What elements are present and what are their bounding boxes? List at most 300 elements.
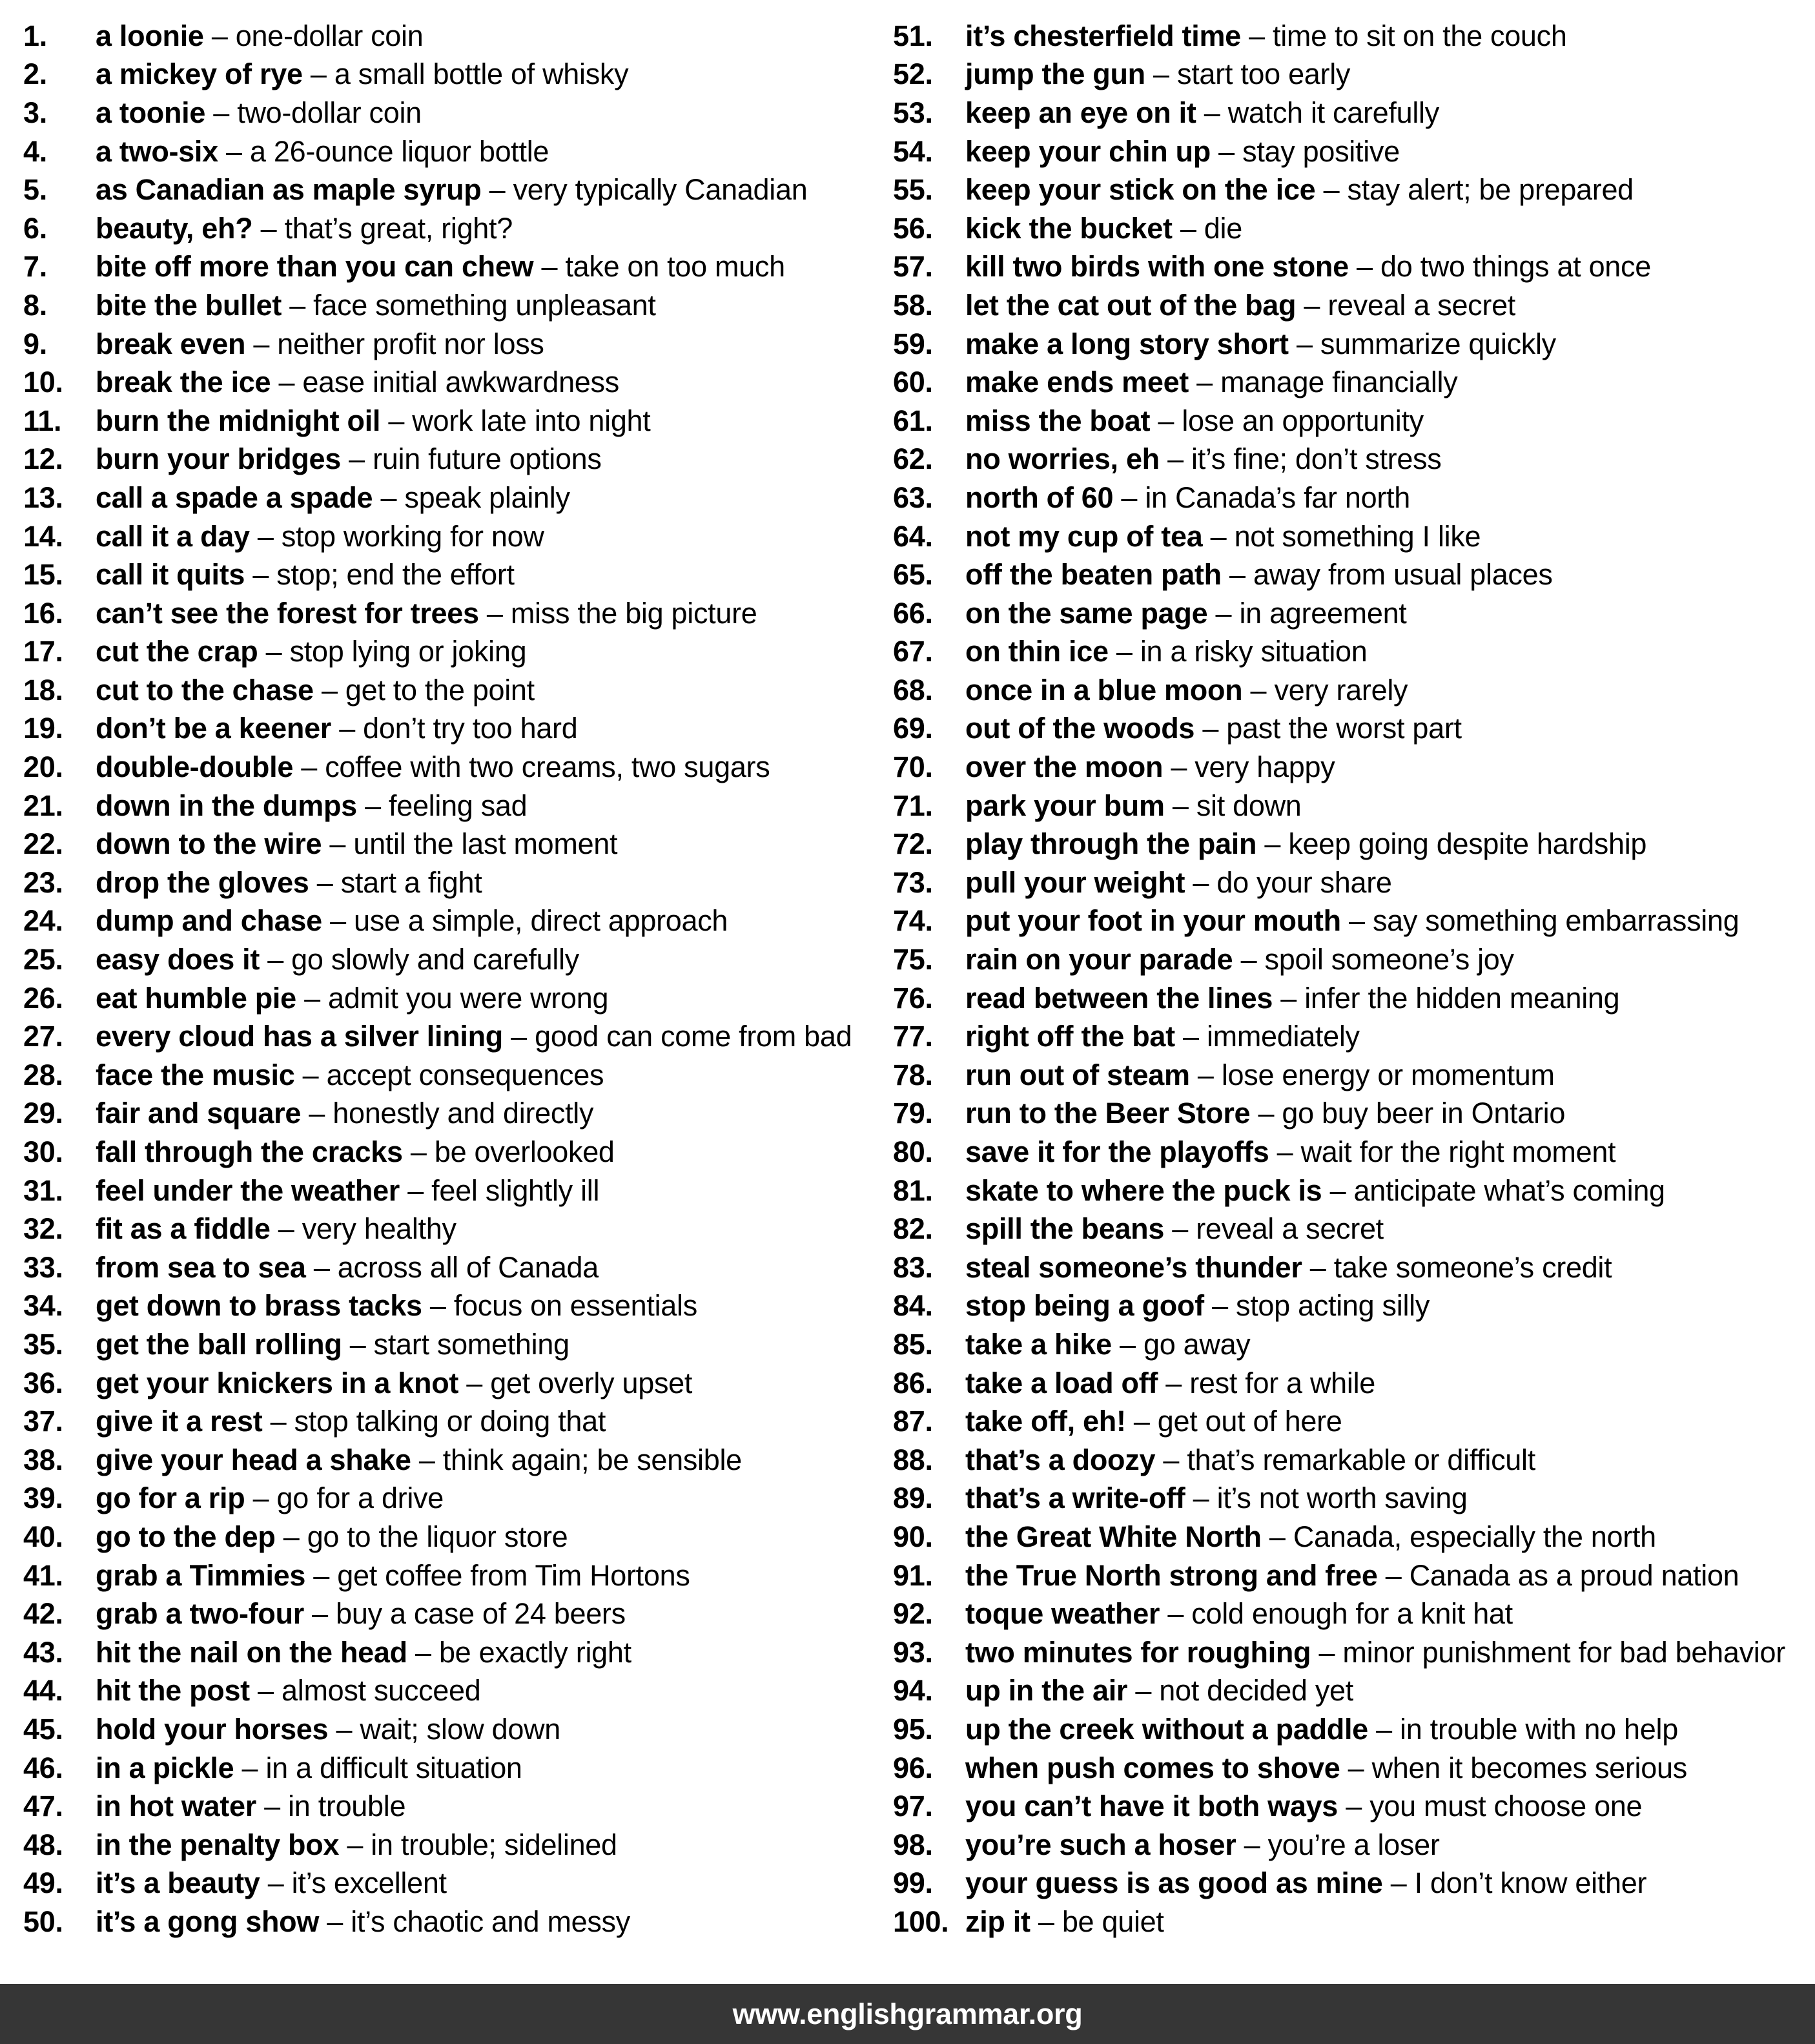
item-number: 37. xyxy=(23,1405,63,1438)
item-definition: summarize quickly xyxy=(1320,327,1556,360)
item-definition: neither profit nor loss xyxy=(277,327,544,360)
item-idiom: put your foot in your mouth xyxy=(965,904,1341,938)
item-definition: until the last moment xyxy=(353,827,618,861)
item-idiom: toque weather xyxy=(965,1597,1160,1631)
item-separator: – xyxy=(407,1635,439,1669)
list-item xyxy=(893,1287,1810,1326)
item-text xyxy=(96,943,885,976)
item-text xyxy=(96,1828,885,1862)
item-number: 52. xyxy=(893,57,933,91)
item-definition: be exactly right xyxy=(438,1635,631,1669)
list-item xyxy=(893,1095,1810,1133)
item-number: 26. xyxy=(23,981,63,1015)
item-text xyxy=(96,750,885,784)
item-definition: focus on essentials xyxy=(453,1289,697,1323)
list-item xyxy=(23,209,885,248)
item-definition: in trouble with no help xyxy=(1400,1712,1678,1746)
item-number: 67. xyxy=(893,635,933,668)
list-item xyxy=(23,1672,885,1711)
item-separator: – xyxy=(1195,712,1227,745)
item-text xyxy=(965,982,1810,1015)
item-idiom: face the music xyxy=(96,1058,295,1091)
item-idiom: dump and chase xyxy=(96,904,322,938)
item-text xyxy=(96,57,885,91)
item-text xyxy=(965,558,1810,592)
list-item xyxy=(893,56,1810,94)
item-idiom: spill the beans xyxy=(965,1212,1165,1246)
list-item xyxy=(23,1749,885,1788)
item-separator: – xyxy=(1269,1135,1301,1169)
list-item xyxy=(893,479,1810,517)
item-idiom: park your bum xyxy=(965,789,1165,822)
item-definition: very typically Canadian xyxy=(513,173,808,207)
item-definition: very healthy xyxy=(302,1212,456,1246)
item-separator: – xyxy=(301,1097,333,1130)
item-idiom: on the same page xyxy=(965,596,1208,630)
item-text xyxy=(96,1559,885,1593)
item-separator: – xyxy=(1150,404,1182,437)
item-idiom: in the penalty box xyxy=(96,1828,340,1861)
item-text xyxy=(96,1751,885,1785)
item-definition: immediately xyxy=(1206,1020,1360,1053)
item-text xyxy=(96,1367,885,1400)
item-number: 5. xyxy=(23,173,47,207)
list-item xyxy=(23,940,885,979)
item-number: 93. xyxy=(893,1635,933,1669)
item-number: 64. xyxy=(893,519,933,553)
item-separator: – xyxy=(1338,1790,1370,1823)
item-idiom: up in the air xyxy=(965,1674,1128,1708)
list-item xyxy=(893,363,1810,402)
item-text xyxy=(96,1713,885,1746)
item-definition: good can come from bad xyxy=(535,1020,852,1053)
item-number: 85. xyxy=(893,1327,933,1361)
item-text xyxy=(96,789,885,823)
list-item xyxy=(23,363,885,402)
item-text xyxy=(965,520,1810,553)
item-number: 98. xyxy=(893,1828,933,1861)
list-item xyxy=(893,1325,1810,1364)
list-item xyxy=(23,1210,885,1248)
list-item xyxy=(893,1441,1810,1480)
item-separator: – xyxy=(1204,1289,1236,1323)
item-separator: – xyxy=(1233,943,1265,976)
item-number: 94. xyxy=(893,1674,933,1708)
list-item xyxy=(23,1480,885,1518)
list-item xyxy=(23,787,885,825)
item-definition: wait for the right moment xyxy=(1300,1135,1616,1169)
item-number: 59. xyxy=(893,327,933,360)
item-idiom: no worries, eh xyxy=(965,442,1160,476)
item-separator: – xyxy=(1236,1828,1268,1861)
item-idiom: feel under the weather xyxy=(96,1173,400,1207)
item-separator: – xyxy=(502,1020,535,1053)
item-idiom: a toonie xyxy=(96,96,206,129)
item-number: 71. xyxy=(893,789,933,822)
item-number: 14. xyxy=(23,519,63,553)
item-text xyxy=(965,96,1810,130)
item-number: 36. xyxy=(23,1366,63,1399)
item-idiom: from sea to sea xyxy=(96,1250,306,1284)
item-separator: – xyxy=(1377,1558,1410,1592)
item-number: 58. xyxy=(893,288,933,322)
item-text xyxy=(96,1866,885,1900)
list-item xyxy=(23,902,885,941)
item-idiom: eat humble pie xyxy=(96,981,296,1015)
item-separator: – xyxy=(1113,480,1145,514)
item-idiom: down to the wire xyxy=(96,827,322,861)
list-item xyxy=(23,633,885,672)
item-text xyxy=(96,597,885,630)
item-number: 8. xyxy=(23,288,47,322)
item-separator: – xyxy=(313,673,345,707)
item-separator: – xyxy=(478,596,511,630)
item-text xyxy=(96,1097,885,1130)
item-number: 82. xyxy=(893,1212,933,1246)
item-text xyxy=(96,904,885,938)
item-text xyxy=(965,289,1810,322)
item-idiom: the Great White North xyxy=(965,1520,1262,1553)
list-item xyxy=(893,1672,1810,1711)
item-definition: that’s remarkable or difficult xyxy=(1187,1443,1535,1476)
item-definition: miss the big picture xyxy=(510,596,757,630)
item-definition: go for a drive xyxy=(276,1481,444,1515)
item-text xyxy=(96,1481,885,1515)
item-number: 28. xyxy=(23,1058,63,1091)
item-number: 66. xyxy=(893,596,933,630)
item-number: 63. xyxy=(893,480,933,514)
item-text xyxy=(965,404,1810,438)
item-definition: be overlooked xyxy=(434,1135,615,1169)
item-idiom: go to the dep xyxy=(96,1520,276,1553)
item-separator: – xyxy=(356,789,389,822)
item-idiom: in hot water xyxy=(96,1790,256,1823)
item-text xyxy=(965,866,1810,900)
list-item xyxy=(893,1017,1810,1056)
item-text xyxy=(96,1174,885,1208)
item-definition: get coffee from Tim Hortons xyxy=(337,1558,690,1592)
item-separator: – xyxy=(340,442,373,476)
item-separator: – xyxy=(1322,1173,1354,1207)
item-definition: go slowly and carefully xyxy=(291,943,579,976)
list-item xyxy=(893,1864,1810,1903)
item-idiom: it’s a gong show xyxy=(96,1905,320,1938)
item-idiom: steal someone’s thunder xyxy=(965,1250,1302,1284)
item-separator: – xyxy=(282,288,314,322)
item-number: 74. xyxy=(893,904,933,938)
item-text xyxy=(965,366,1810,399)
item-definition: stay alert; be prepared xyxy=(1347,173,1634,207)
item-text xyxy=(96,674,885,707)
item-idiom: make a long story short xyxy=(965,327,1289,360)
item-idiom: break the ice xyxy=(96,366,271,399)
list-item xyxy=(893,1210,1810,1248)
item-idiom: when push comes to shove xyxy=(965,1751,1340,1784)
item-text xyxy=(965,904,1810,938)
list-item xyxy=(23,17,885,56)
item-number: 19. xyxy=(23,712,63,745)
item-text xyxy=(96,712,885,745)
item-definition: stay positive xyxy=(1242,134,1400,168)
list-item xyxy=(893,17,1810,56)
item-number: 9. xyxy=(23,327,47,360)
item-idiom: hit the nail on the head xyxy=(96,1635,407,1669)
item-number: 42. xyxy=(23,1597,63,1631)
item-separator: – xyxy=(1164,1212,1196,1246)
item-definition: reveal a secret xyxy=(1196,1212,1384,1246)
item-separator: – xyxy=(481,173,513,207)
item-separator: – xyxy=(218,134,250,168)
item-separator: – xyxy=(1185,865,1217,899)
item-definition: use a simple, direct approach xyxy=(354,904,728,938)
item-definition: start too early xyxy=(1177,57,1351,91)
item-separator: – xyxy=(342,1327,374,1361)
item-number: 13. xyxy=(23,480,63,514)
item-separator: – xyxy=(1296,288,1328,322)
list-item xyxy=(23,1710,885,1749)
item-definition: feel slightly ill xyxy=(431,1173,600,1207)
item-idiom: as Canadian as maple syrup xyxy=(96,173,482,207)
item-separator: – xyxy=(1288,327,1320,360)
item-definition: face something unpleasant xyxy=(313,288,656,322)
item-definition: think again; be sensible xyxy=(442,1443,742,1476)
item-number: 89. xyxy=(893,1481,933,1515)
item-idiom: miss the boat xyxy=(965,404,1151,437)
item-definition: get out of here xyxy=(1157,1405,1342,1438)
item-definition: Canada as a proud nation xyxy=(1409,1558,1739,1592)
item-text xyxy=(96,1597,885,1631)
item-definition: not something I like xyxy=(1234,519,1481,553)
item-text xyxy=(96,327,885,361)
item-idiom: out of the woods xyxy=(965,712,1195,745)
item-text xyxy=(965,1328,1810,1361)
item-text xyxy=(965,827,1810,861)
item-definition: across all of Canada xyxy=(337,1250,599,1284)
item-idiom: a two-six xyxy=(96,134,218,168)
item-definition: when it becomes serious xyxy=(1371,1751,1687,1784)
item-text xyxy=(96,635,885,668)
item-text xyxy=(965,1135,1810,1169)
list-item xyxy=(893,132,1810,171)
item-text xyxy=(96,366,885,399)
item-text xyxy=(965,1367,1810,1400)
item-text xyxy=(965,1443,1810,1477)
list-item xyxy=(23,479,885,517)
item-definition: a small bottle of whisky xyxy=(334,57,629,91)
item-idiom: grab a Timmies xyxy=(96,1558,306,1592)
list-item xyxy=(893,1826,1810,1864)
item-number: 16. xyxy=(23,596,63,630)
item-number: 99. xyxy=(893,1866,933,1900)
item-definition: speak plainly xyxy=(404,480,570,514)
item-definition: in a difficult situation xyxy=(265,1751,522,1784)
item-idiom: burn the midnight oil xyxy=(96,404,381,437)
list-item xyxy=(893,825,1810,863)
item-text xyxy=(96,1790,885,1823)
item-definition: not decided yet xyxy=(1159,1674,1353,1708)
list-item xyxy=(893,633,1810,672)
item-idiom: let the cat out of the bag xyxy=(965,288,1297,322)
item-definition: start something xyxy=(373,1327,569,1361)
item-number: 1. xyxy=(23,19,47,52)
item-number: 48. xyxy=(23,1828,63,1861)
item-definition: that’s great, right? xyxy=(284,211,513,245)
item-separator: – xyxy=(245,558,277,592)
item-separator: – xyxy=(1145,57,1177,91)
item-number: 3. xyxy=(23,96,47,129)
item-number: 79. xyxy=(893,1097,933,1130)
item-idiom: fall through the cracks xyxy=(96,1135,403,1169)
list-item xyxy=(893,1710,1810,1749)
list-item xyxy=(23,825,885,863)
list-item xyxy=(893,517,1810,556)
list-item xyxy=(893,1172,1810,1210)
list-item xyxy=(893,1903,1810,1941)
item-definition: one-dollar coin xyxy=(235,19,424,52)
item-text xyxy=(965,481,1810,515)
item-separator: – xyxy=(271,366,303,399)
item-definition: accept consequences xyxy=(326,1058,604,1091)
item-separator: – xyxy=(1155,1443,1187,1476)
item-number: 25. xyxy=(23,943,63,976)
list-item xyxy=(23,170,885,209)
item-text xyxy=(96,404,885,438)
item-text xyxy=(965,1289,1810,1323)
list-item xyxy=(893,1749,1810,1788)
item-text xyxy=(96,289,885,322)
item-number: 33. xyxy=(23,1250,63,1284)
item-idiom: take a load off xyxy=(965,1366,1158,1399)
item-text xyxy=(96,1135,885,1169)
list-item xyxy=(23,1633,885,1672)
list-item xyxy=(23,1441,885,1480)
list-item xyxy=(23,710,885,748)
item-number: 75. xyxy=(893,943,933,976)
footer-url: www.englishgrammar.org xyxy=(732,1997,1083,2030)
item-number: 92. xyxy=(893,1597,933,1631)
item-separator: – xyxy=(1210,134,1243,168)
item-separator: – xyxy=(1158,1366,1190,1399)
item-definition: wait; slow down xyxy=(360,1712,561,1746)
item-definition: time to sit on the couch xyxy=(1273,19,1567,52)
item-definition: do two things at once xyxy=(1380,250,1651,284)
list-item xyxy=(893,170,1810,209)
item-separator: – xyxy=(322,827,354,861)
item-idiom: break even xyxy=(96,327,246,360)
item-definition: two-dollar coin xyxy=(237,96,422,129)
item-definition: lose an opportunity xyxy=(1182,404,1424,437)
item-idiom: play through the pain xyxy=(965,827,1257,861)
item-definition: infer the hidden meaning xyxy=(1304,981,1620,1015)
item-text xyxy=(96,1058,885,1092)
item-number: 69. xyxy=(893,712,933,745)
item-number: 50. xyxy=(23,1905,63,1938)
item-separator: – xyxy=(331,712,364,745)
item-text xyxy=(965,250,1810,284)
item-text xyxy=(965,1713,1810,1746)
item-number: 15. xyxy=(23,558,63,592)
item-number: 80. xyxy=(893,1135,933,1169)
item-number: 43. xyxy=(23,1635,63,1669)
list-item xyxy=(23,1325,885,1364)
item-text xyxy=(96,212,885,245)
item-text xyxy=(96,250,885,284)
item-definition: it’s chaotic and messy xyxy=(351,1905,630,1938)
item-definition: ease initial awkwardness xyxy=(302,366,619,399)
item-number: 47. xyxy=(23,1790,63,1823)
item-idiom: every cloud has a silver lining xyxy=(96,1020,503,1053)
item-definition: sit down xyxy=(1196,789,1302,822)
item-separator: – xyxy=(1127,1674,1160,1708)
item-idiom: get the ball rolling xyxy=(96,1327,342,1361)
item-text xyxy=(965,674,1810,707)
item-number: 46. xyxy=(23,1751,63,1784)
item-idiom: call it quits xyxy=(96,558,245,592)
item-text xyxy=(965,1866,1810,1900)
item-idiom: save it for the playoffs xyxy=(965,1135,1269,1169)
item-definition: in a risky situation xyxy=(1140,635,1368,668)
item-definition: I don’t know either xyxy=(1414,1866,1647,1900)
item-definition: you’re a loser xyxy=(1267,1828,1440,1861)
list-item xyxy=(893,402,1810,440)
list-item xyxy=(893,710,1810,748)
item-separator: – xyxy=(1242,673,1275,707)
item-idiom: bite off more than you can chew xyxy=(96,250,534,284)
list-item xyxy=(23,1518,885,1556)
item-idiom: off the beaten path xyxy=(965,558,1222,592)
footer-bar xyxy=(0,1984,1815,2044)
item-text xyxy=(965,1174,1810,1208)
item-idiom: keep an eye on it xyxy=(965,96,1196,129)
item-separator: – xyxy=(296,981,329,1015)
item-separator: – xyxy=(1302,1250,1334,1284)
list-item xyxy=(23,132,885,171)
list-item xyxy=(893,94,1810,132)
item-text xyxy=(96,1520,885,1554)
item-text xyxy=(965,597,1810,630)
list-item xyxy=(23,325,885,364)
list-item xyxy=(893,1402,1810,1441)
item-definition: feeling sad xyxy=(389,789,528,822)
list-item xyxy=(893,748,1810,787)
item-separator: – xyxy=(1240,19,1273,52)
item-text xyxy=(965,1905,1810,1939)
item-separator: – xyxy=(1382,1866,1415,1900)
item-definition: get to the point xyxy=(345,673,535,707)
item-separator: – xyxy=(402,1135,435,1169)
item-idiom: a mickey of rye xyxy=(96,57,303,91)
item-number: 77. xyxy=(893,1020,933,1053)
item-definition: in trouble xyxy=(288,1790,406,1823)
item-separator: – xyxy=(1163,750,1195,784)
item-number: 76. xyxy=(893,981,933,1015)
item-number: 41. xyxy=(23,1558,63,1592)
item-text xyxy=(965,1790,1810,1823)
list-item xyxy=(893,1364,1810,1403)
item-definition: go away xyxy=(1143,1327,1251,1361)
item-idiom: zip it xyxy=(965,1905,1031,1938)
item-definition: it’s fine; don’t stress xyxy=(1191,442,1442,476)
item-idiom: over the moon xyxy=(965,750,1164,784)
item-separator: – xyxy=(1111,1327,1143,1361)
item-idiom: get down to brass tacks xyxy=(96,1289,422,1323)
item-separator: – xyxy=(1311,1635,1343,1669)
item-text xyxy=(96,96,885,130)
list-item xyxy=(893,440,1810,479)
column-left xyxy=(23,17,885,1941)
item-idiom: not my cup of tea xyxy=(965,519,1203,553)
item-text xyxy=(965,1636,1810,1669)
